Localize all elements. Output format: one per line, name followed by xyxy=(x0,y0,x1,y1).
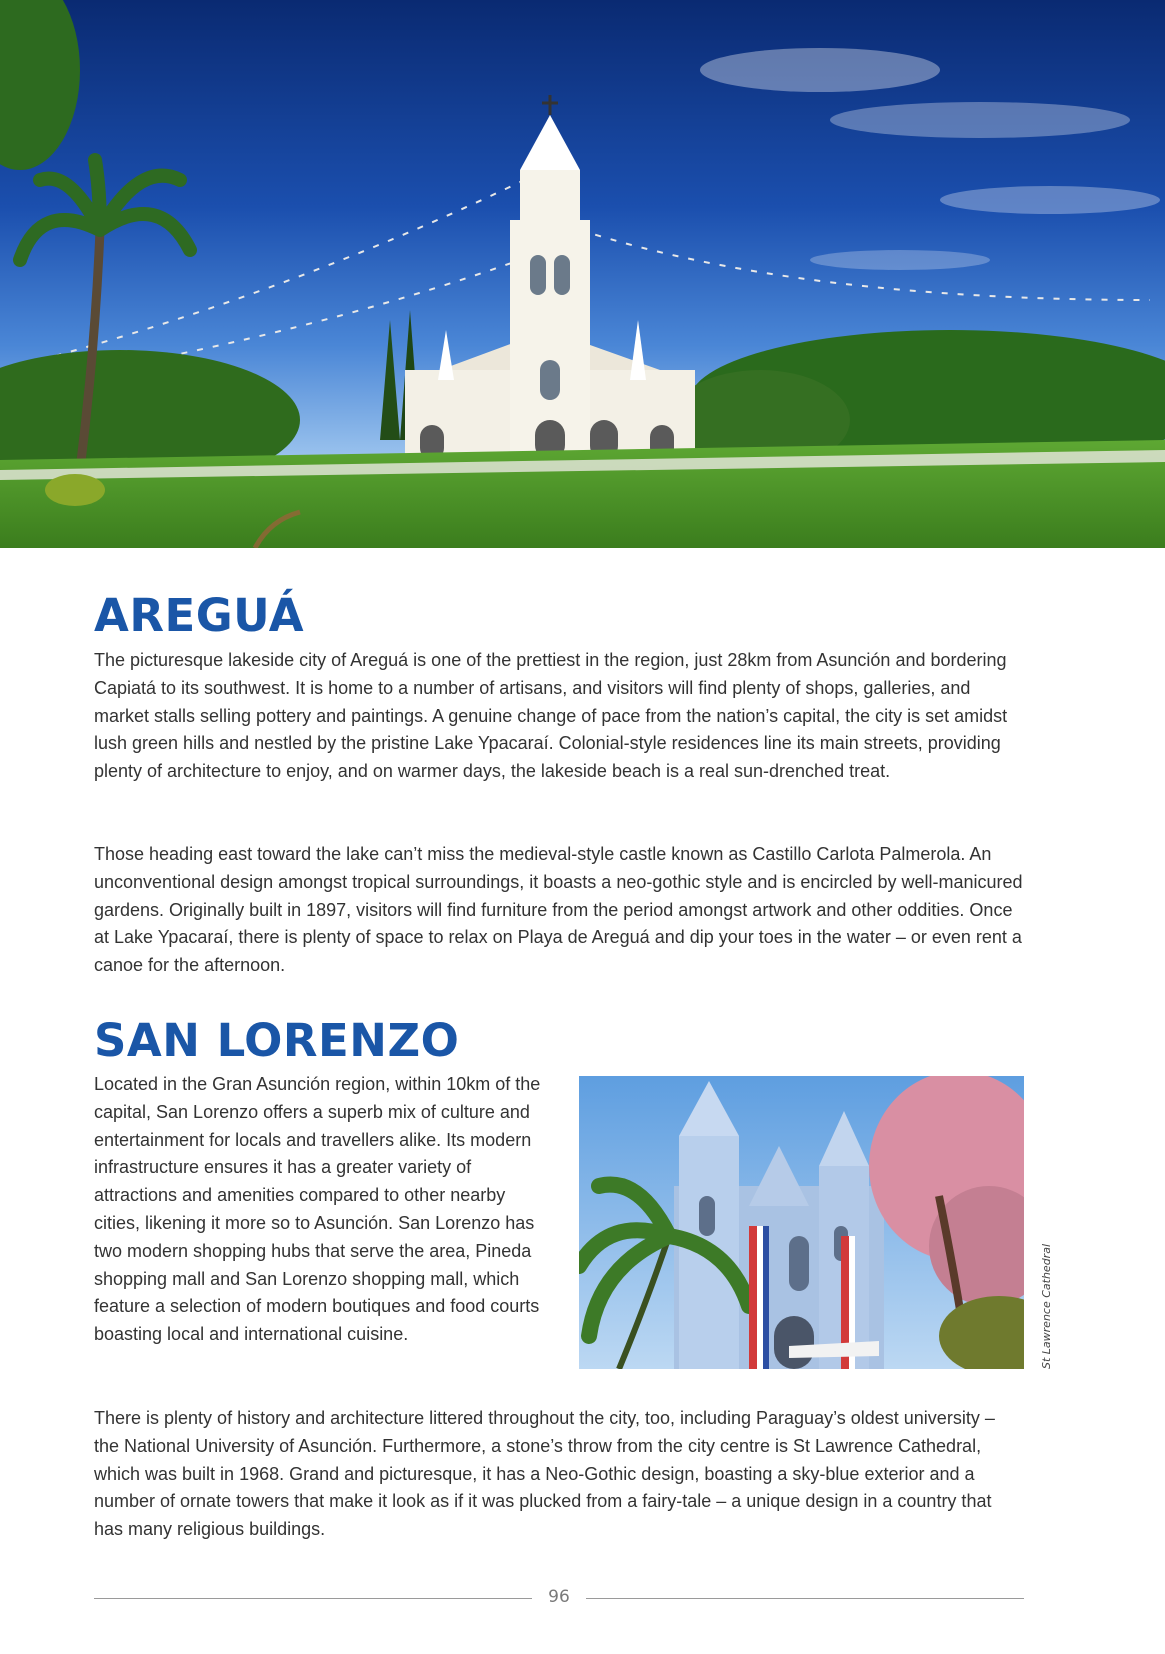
page-number: 96 xyxy=(548,1587,570,1607)
section-heading-aregua: AREGUÁ xyxy=(94,589,305,642)
san-lorenzo-paragraph-1: Located in the Gran Asunción region, within 10km of the capital, San Lorenzo offers a superb mix of culture and entertainment for locals and travellers alike. Its modern infrastructure ensures it has a greater variety of attractions and amenities compared to other nearby cities, likening it more so to Asunción. San Lorenzo has two modern shopping hubs that serve the area, Pineda shopping mall and San Lorenzo shopping mall, which feature a selection of modern boutiques and food courts boasting local and international cuisine. xyxy=(94,1074,541,1345)
section-heading-san-lorenzo: SAN LORENZO xyxy=(94,1014,460,1067)
hero-photo-aregua-church xyxy=(0,0,1165,548)
footer-rule-left xyxy=(94,1598,532,1599)
st-lawrence-cathedral-photo xyxy=(579,1076,1024,1369)
aregua-paragraph-1: The picturesque lakeside city of Areguá is one of the prettiest in the region, just 28km from Asunción and bordering Capiatá to its southwest. It is home to a number of artisans, and visitors will find plenty of shops, galleries, and market stalls selling pottery and paintings. A genuine change of pace from the nation’s capital, the city is set amidst lush green hills and nestled by the pristine Lake Ypacaraí. Colonial-style residences line its main streets, providing plenty of architecture to enjoy, and on warmer days, the lakeside beach is a real sun-drenched treat. xyxy=(94,650,1008,782)
aregua-paragraph-2: Those heading east toward the lake can’t miss the medieval-style castle known as Castillo Carlota Palmerola. An unconventional design amongst tropical surroundings, it boasts a neo-gothic style and is encircled by well-manicured gardens. Originally built in 1897, visitors will find furniture from the period amongst artwork and other oddities. Once at Lake Ypacaraí, there is plenty of space to relax on Playa de Areguá and dip your toes in the water – or even rent a canoe for the afternoon. xyxy=(94,844,1023,976)
footer-rule-right xyxy=(586,1598,1024,1599)
photo-caption: St Lawrence Cathedral xyxy=(1040,1243,1053,1369)
san-lorenzo-paragraph-2: There is plenty of history and architecture littered throughout the city, too, including Paraguay’s oldest university – the National University of Asunción. Furthermore, a stone’s throw from the city centre is St Lawrence Cathedral, which was built in 1968. Grand and picturesque, it has a Neo-Gothic design, boasting a sky-blue exterior and a number of ornate towers that make it look as if it was plucked from a fairy-tale – a unique design in a country that has many religious buildings. xyxy=(94,1408,995,1540)
